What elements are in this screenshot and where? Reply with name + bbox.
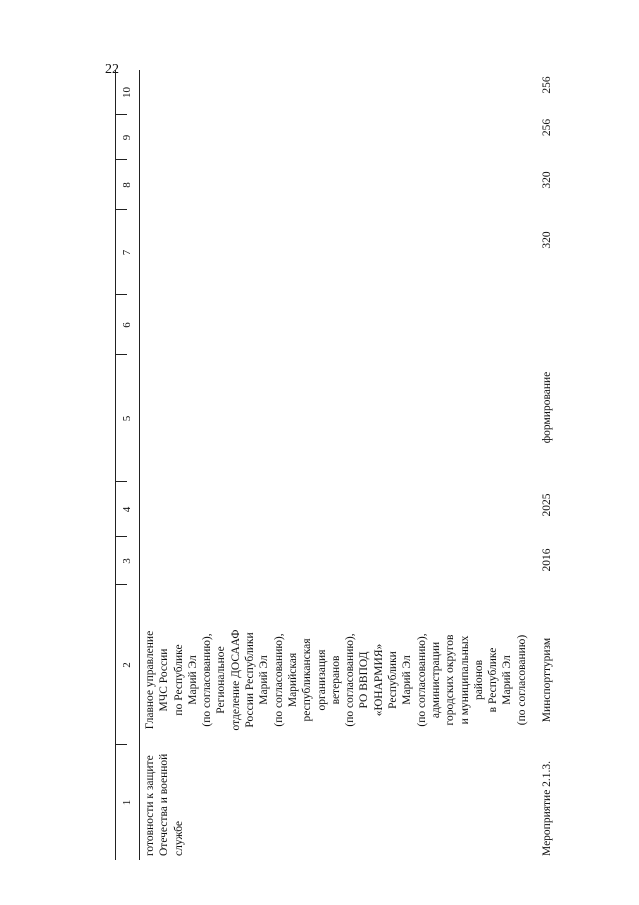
text-line: Марий Эл (258, 655, 271, 705)
text-line: службе (172, 820, 185, 856)
continued-measure-title (143, 748, 186, 856)
column-number-10: 10 (121, 87, 133, 98)
responsible-executor: Минспорттуризм (541, 637, 553, 723)
text-line: в Республике (487, 647, 500, 713)
text-line: организация (315, 649, 328, 711)
expected-result: формирование (541, 371, 553, 444)
text-line: и муниципальных (458, 635, 471, 725)
value-col-8: 320 (541, 171, 553, 189)
text-line: по Республике (172, 644, 185, 716)
rotated-table (115, 70, 615, 860)
column-number-5: 5 (121, 415, 133, 422)
text-line: республиканская (301, 638, 314, 722)
text-line: (по согласованию), (201, 633, 214, 727)
column-number-9: 9 (121, 134, 133, 141)
co-executors-list (143, 615, 529, 745)
text-line: МЧС России (158, 648, 171, 712)
value-col-10: 256 (541, 76, 553, 94)
text-line: городских округов (444, 634, 457, 726)
column-number-3: 3 (121, 558, 133, 564)
column-number-4: 4 (121, 506, 133, 513)
column-number-2: 2 (121, 662, 133, 668)
text-line: готовности к защите (144, 755, 156, 856)
text-line: Марий Эл (401, 655, 414, 705)
text-line: РО ВВПОД (358, 651, 371, 709)
column-number-7: 7 (121, 249, 133, 256)
text-line: ветеранов (329, 655, 342, 705)
text-line: Марийская (286, 652, 299, 708)
text-line: (по согласованию), (415, 633, 428, 727)
value-col-7: 320 (541, 231, 553, 249)
text-line: Отечества и военной (158, 753, 171, 856)
measure-title: Мероприятие 2.1.3. (541, 760, 553, 856)
text-line: России Республики (244, 632, 257, 728)
text-line: «ЮНАРМИЯ» (372, 643, 385, 717)
text-line: Главное управление (144, 630, 156, 730)
header-bottom-rule (139, 70, 140, 860)
start-year: 2016 (541, 548, 553, 572)
text-line: Марий Эл (501, 655, 514, 705)
text-line: районов (472, 659, 485, 701)
text-line: Марий Эл (186, 655, 199, 705)
text-line: Республики (387, 651, 400, 709)
column-number-1: 1 (121, 799, 133, 806)
text-line: отделение ДОСААФ (229, 629, 242, 731)
text-line: Региональное (215, 646, 228, 714)
column-number-6: 6 (121, 322, 133, 328)
column-number-8: 8 (121, 182, 133, 188)
text-line: (по согласованию), (344, 633, 357, 727)
text-line: (по согласованию) (515, 634, 528, 726)
page-number: 22 (105, 62, 119, 77)
text-line: (по согласованию), (272, 633, 285, 727)
value-col-9: 256 (541, 118, 553, 137)
text-line: администрации (429, 641, 442, 719)
end-year: 2025 (541, 493, 553, 517)
